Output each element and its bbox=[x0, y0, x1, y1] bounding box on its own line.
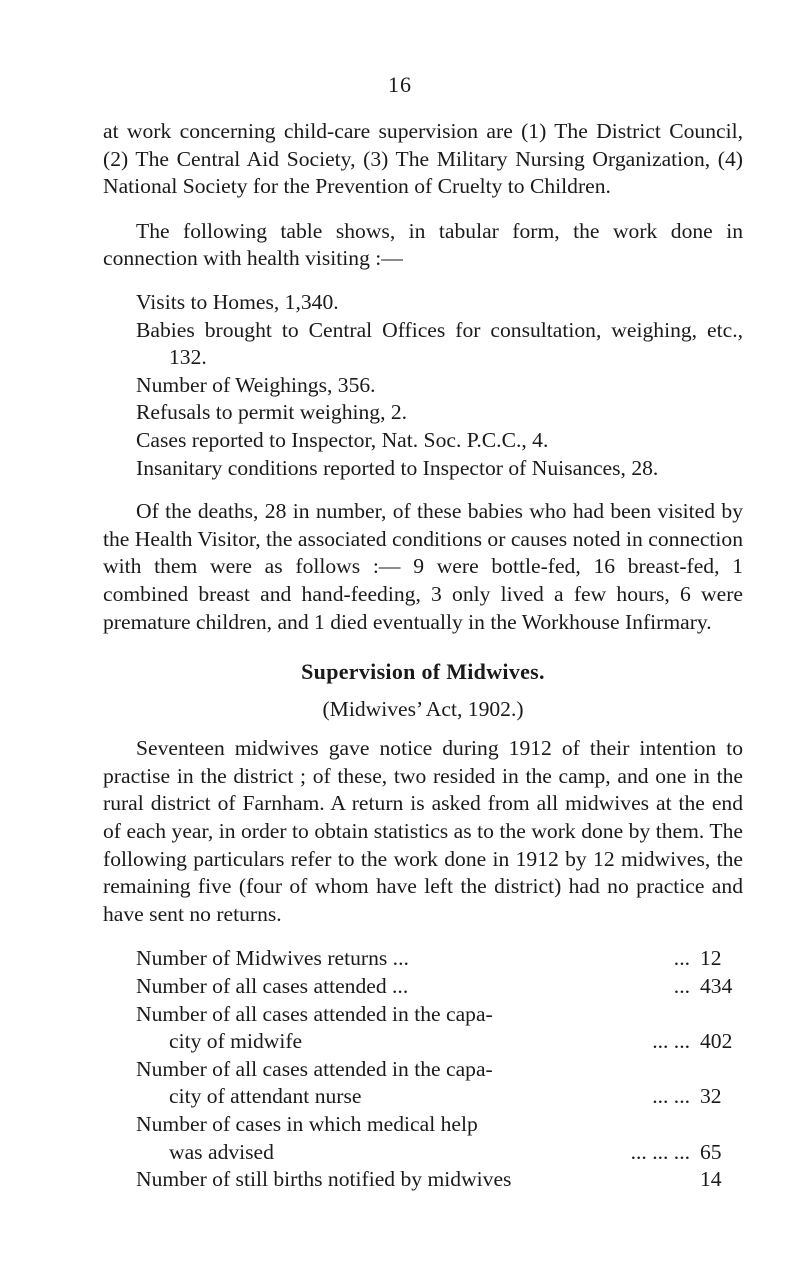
table-row bbox=[136, 1001, 740, 1056]
paragraph-agencies: at work concerning child-care supervision are (1) The District Council, (2) The Central Aid Society, (3) The Military Nursing Organization, (4) National Society for the Prevention of Cruelty to Children. bbox=[103, 119, 743, 199]
paragraph-deaths: Of the deaths, 28 in number, of these babies who had been visited by the Health Visitor, the associated conditions or causes noted in connection with them were as follows :— 9 were bottle-fed, 16 breast-fed, 1 combined breast and hand-feeding, 3 only lived a few hours, 6 were premature children, and 1 died eventually in the Workhouse Infirmary. bbox=[103, 499, 743, 634]
list-item: Babies brought to Central Offices for consultation, weighing, etc., 132. bbox=[136, 317, 743, 370]
stat-value: 32 bbox=[700, 1084, 722, 1109]
table-row bbox=[136, 1056, 740, 1111]
list-item: Visits to Homes, 1,340. bbox=[136, 289, 339, 314]
stat-label: Number of Midwives returns ... ... bbox=[136, 946, 690, 971]
stat-label: Number of all cases attended in the capa- city of attendant nurse ... ... bbox=[136, 1056, 690, 1109]
section-subheading: (Midwives’ Act, 1902.) bbox=[322, 696, 524, 721]
stat-value: 402 bbox=[700, 1029, 733, 1054]
table-row bbox=[136, 1166, 740, 1194]
table-row bbox=[136, 945, 740, 973]
list-item: Cases reported to Inspector, Nat. Soc. P.C.C., 4. bbox=[136, 427, 549, 452]
stat-label: Number of all cases attended in the capa- city of midwife ... ... bbox=[136, 1001, 690, 1054]
list-item: Number of Weighings, 356. bbox=[136, 372, 376, 397]
body-text bbox=[103, 118, 743, 1194]
section-heading: Supervision of Midwives. bbox=[301, 659, 545, 685]
stat-value: 65 bbox=[700, 1139, 722, 1164]
list-item: Insanitary conditions reported to Inspector of Nuisances, 28. bbox=[136, 455, 659, 480]
stat-label: Number of cases in which medical help was advised ... ... ... bbox=[136, 1112, 690, 1164]
stat-value: 14 bbox=[700, 1167, 722, 1192]
table-row bbox=[136, 973, 740, 1001]
health-visiting-list bbox=[136, 289, 743, 482]
paragraph-table-intro: The following table shows, in tabular form, the work done in connection with health visiting :— bbox=[103, 218, 743, 271]
stat-value: 12 bbox=[700, 946, 722, 971]
page-number: 16 bbox=[388, 72, 412, 97]
list-item: Refusals to permit weighing, 2. bbox=[136, 400, 408, 425]
midwife-stats-table bbox=[136, 945, 740, 1193]
stat-value: 434 bbox=[700, 974, 733, 999]
table-row bbox=[136, 1111, 740, 1166]
stat-label: Number of all cases attended ... ... bbox=[136, 974, 690, 999]
paragraph-midwives: Seventeen midwives gave notice during 1912 of their intention to practise in the district ; of these, two resided in the camp, and one in the rural district of Farnham. A return is asked from all midwives at the end of each year, in order to obtain statistics as to the work done by them. The following particulars refer to the work done in 1912 by 12 midwives, the remaining five (four of whom have left the district) had no practice and have sent no returns. bbox=[103, 736, 743, 926]
stat-label: Number of still births notified by midwives bbox=[136, 1167, 512, 1192]
